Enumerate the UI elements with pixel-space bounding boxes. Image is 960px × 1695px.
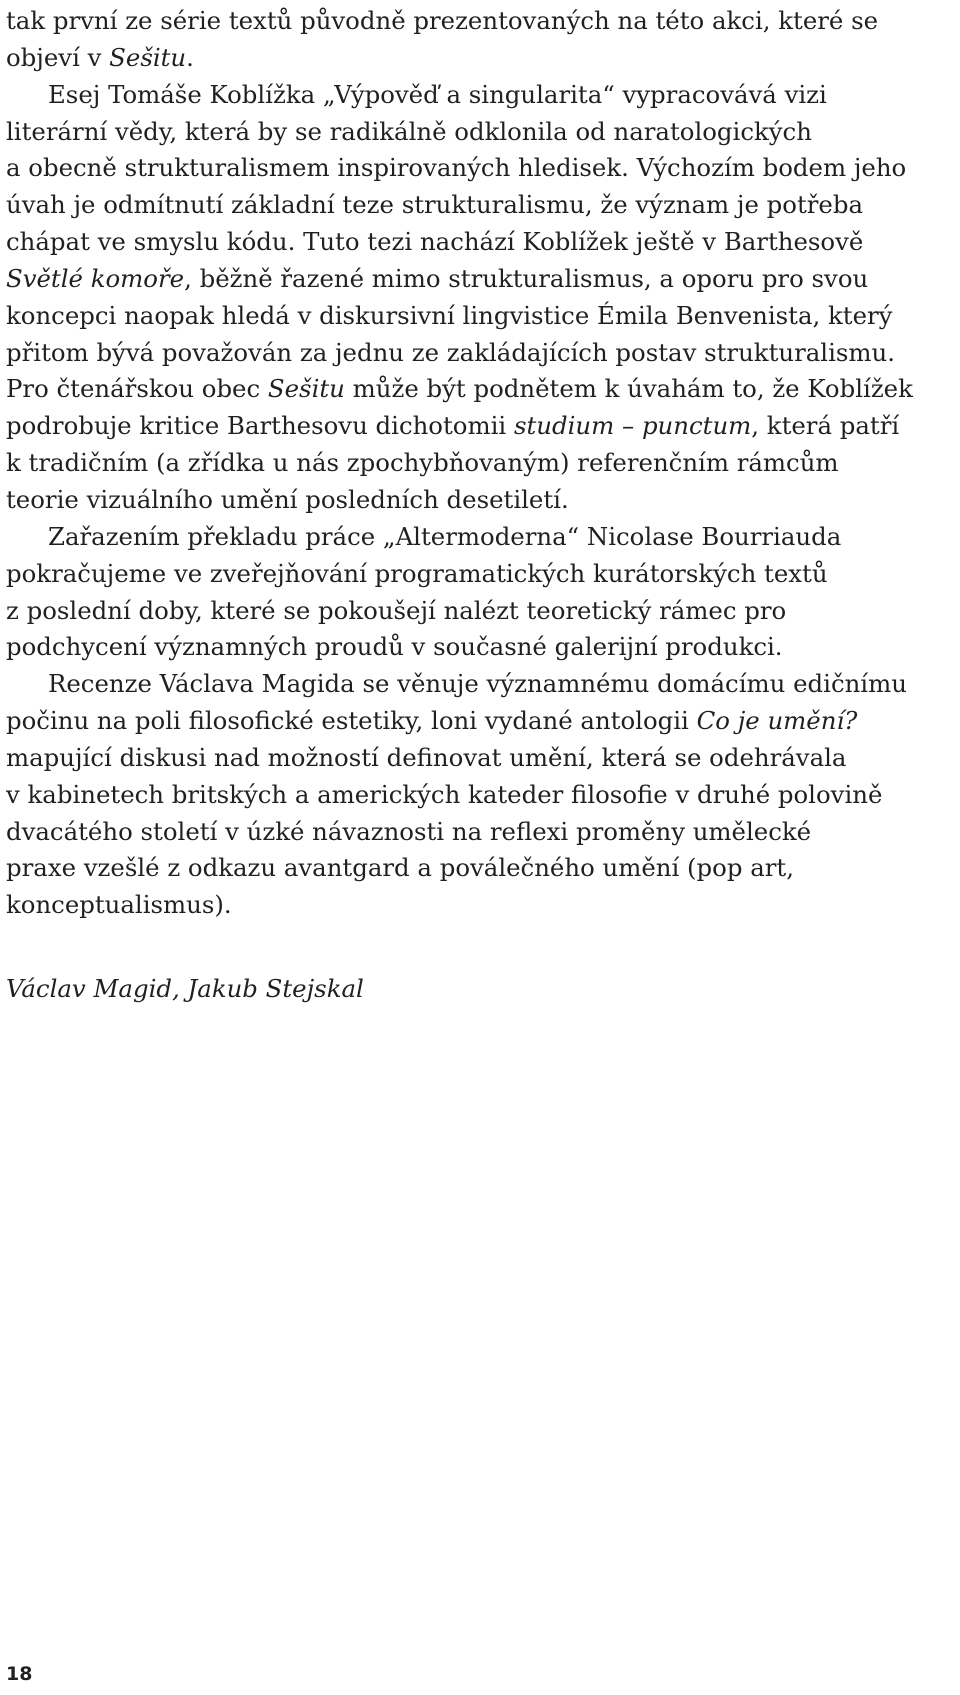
text-line [6,298,954,335]
text-segment: Recenze Václava Magida se věnuje významnému domácímu edičnímu [48,669,907,699]
text-line [6,335,954,372]
body-text [6,3,954,1008]
text-segment: koncepci naopak hledá v diskursivní lingvistice Émila Benvenista, který [6,300,893,330]
text-line [6,3,954,40]
text-segment: počinu na poli filosofické estetiky, loni vydané antologii [6,706,697,736]
text-segment: přitom bývá považován za jednu ze zakládajících postav strukturalismu. [6,337,895,367]
italic-segment: Světlé komoře [6,263,185,293]
text-line [6,150,954,187]
italic-segment: Co je umění? [696,706,858,736]
text-line [6,703,954,740]
text-segment: z poslední doby, které se pokoušejí nalézt teoretický rámec pro [6,595,787,625]
text-line [6,40,954,77]
blank-line [6,924,954,961]
italic-segment: Sešitu [267,374,345,404]
text-segment: a obecně strukturalismem inspirovaných hledisek. Výchozím bodem jeho [6,153,907,183]
italic-segment: studium – punctum [513,411,752,441]
text-line [6,261,954,298]
text-line [6,482,954,519]
author-signature: Václav Magid, Jakub Stejskal [6,973,364,1003]
text-segment: teorie vizuálního umění posledních desetiletí. [6,484,569,514]
text-line [6,371,954,408]
text-line [6,777,954,814]
text-segment: objeví v [6,42,110,72]
text-line [6,114,954,151]
text-segment: podchycení významných proudů v současné galerijní produkci. [6,632,783,662]
text-segment: . [186,42,194,72]
text-line [6,445,954,482]
text-segment: úvah je odmítnutí základní teze strukturalismu, že význam je potřeba [6,190,864,220]
text-line [6,556,954,593]
text-segment: konceptualismus). [6,890,232,920]
text-segment: mapující diskusi nad možností definovat umění, která se odehrávala [6,742,847,772]
text-line [6,629,954,666]
text-segment: pokračujeme ve zveřejňování programatických kurátorských textů [6,558,828,588]
text-segment: Pro čtenářskou obec [6,374,268,404]
text-line [6,666,954,703]
text-segment: Esej Tomáše Koblížka „Výpověď a singularita“ vypracovává vizi [48,79,827,109]
text-segment: může být podnětem k úvahám to, že Koblížek [344,374,913,404]
italic-segment: Sešitu [109,42,187,72]
text-segment: literární vědy, která by se radikálně odklonila od naratologických [6,116,812,146]
text-segment: podrobuje kritice Barthesovu dichotomii [6,411,514,441]
text-segment: v kabinetech britských a amerických kateder filosofie v druhé polovině [6,779,883,809]
text-line [6,408,954,445]
text-line [6,77,954,114]
text-line [6,814,954,851]
document-page [6,0,954,1695]
page-number: 18 [6,1663,33,1685]
text-segment: Zařazením překladu práce „Altermoderna“ Nicolase Bourriauda [48,521,842,551]
text-line [6,224,954,261]
text-line [6,740,954,777]
text-segment: , běžně řazené mimo strukturalismus, a oporu pro svou [184,263,869,293]
text-segment: praxe vzešlé z odkazu avantgard a poválečného umění (pop art, [6,853,794,883]
text-segment: tak první ze série textů původně prezentovaných na této akci, které se [6,6,879,35]
text-line [6,850,954,887]
text-segment: k tradičním (a zřídka u nás zpochybňovaným) referenčním rámcům [6,448,839,478]
text-line [6,593,954,630]
text-segment: dvacátého století v úzké návaznosti na reflexi proměny umělecké [6,816,812,846]
text-line [6,187,954,224]
text-segment: chápat ve smyslu kódu. Tuto tezi nachází Koblížek ještě v Barthesově [6,227,864,257]
text-segment: , která patří [751,411,900,441]
text-line [6,519,954,556]
text-line [6,887,954,924]
